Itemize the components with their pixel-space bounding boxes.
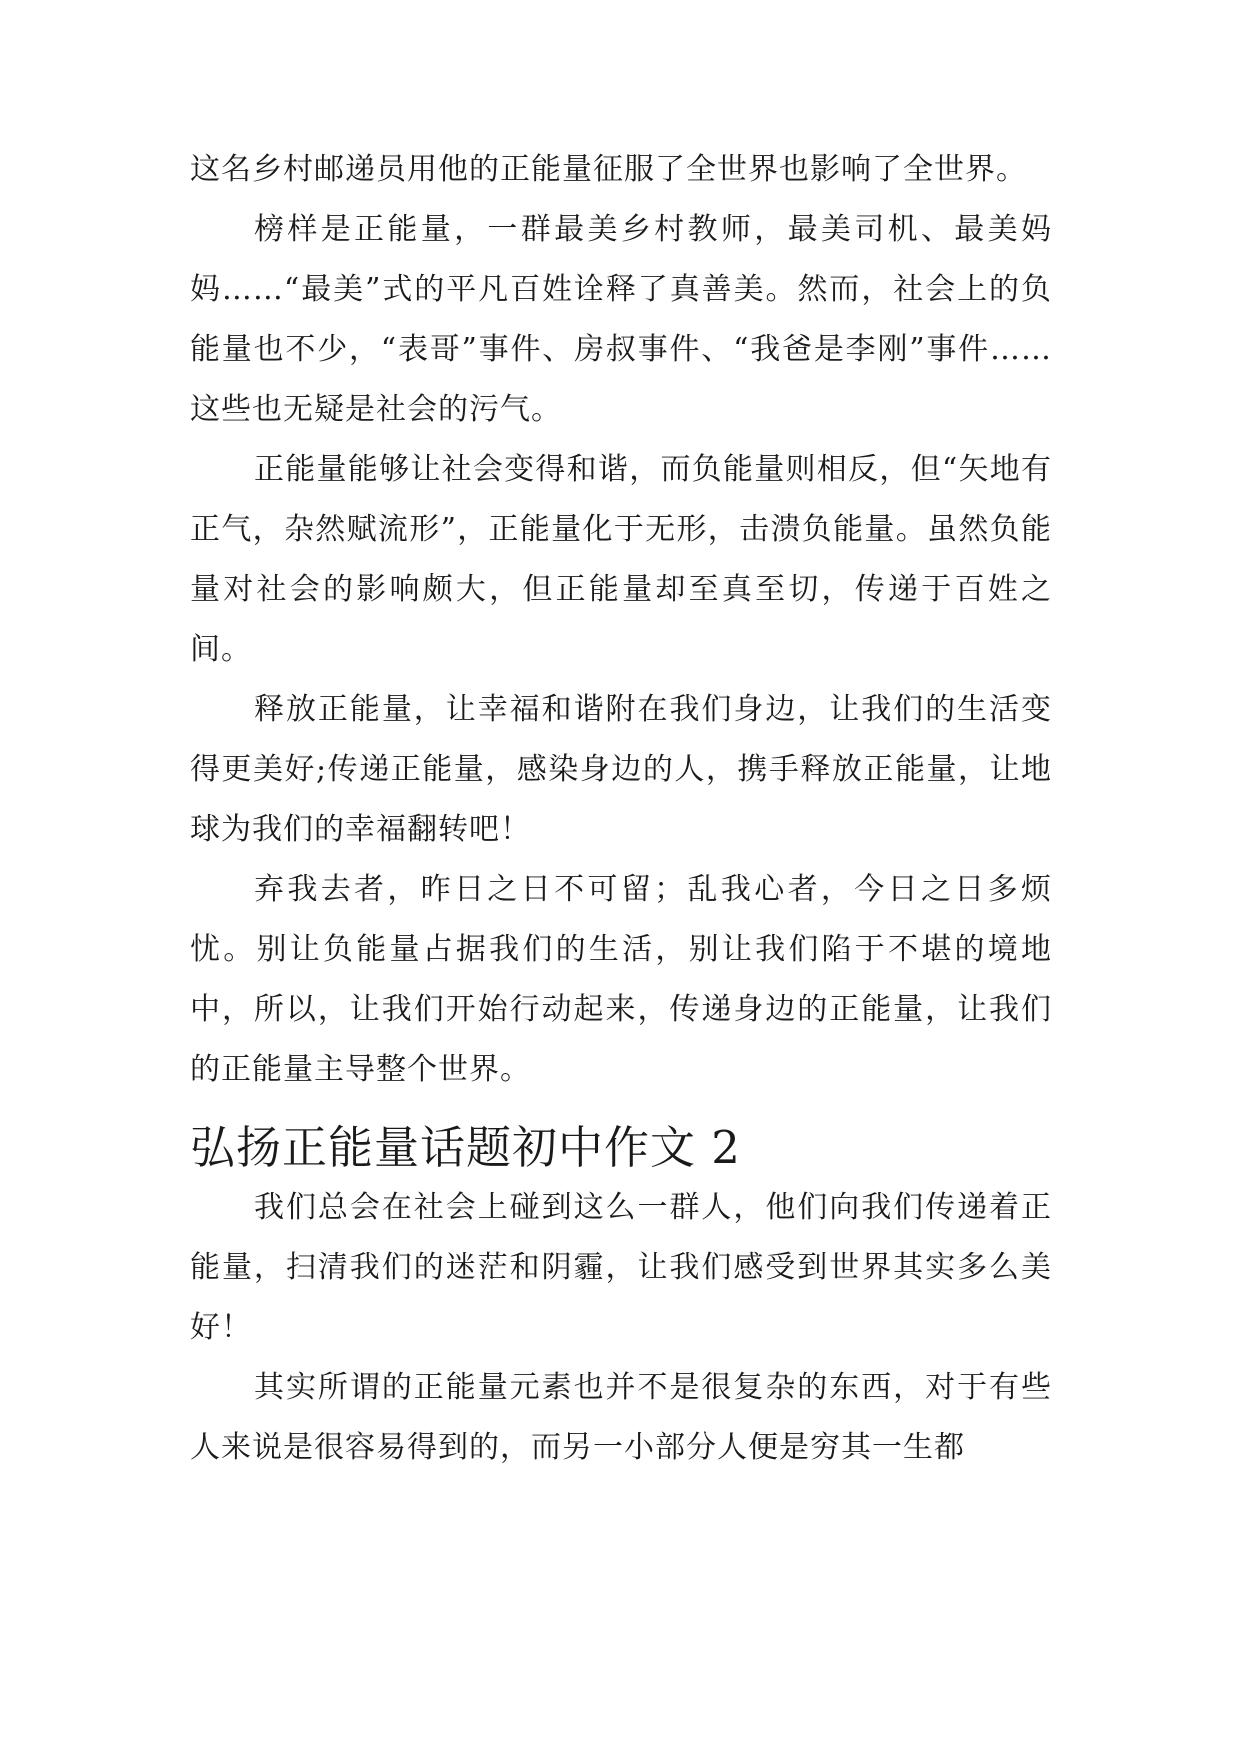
paragraph: 正能量能够让社会变得和谐，而负能量则相反，但“矢地有正气，杂然赋流形”，正能量化于无形，击溃负能量。虽然负能量对社会的影响颇大，但正能量却至真至切，传递于百姓之间。: [190, 452, 1052, 667]
paragraph: 其实所谓的正能量元素也并不是很复杂的东西，对于有些人来说是很容易得到的，而另一小部分人便是穷其一生都: [190, 1370, 1052, 1465]
section-title: 弘扬正能量话题初中作文 2: [190, 1121, 741, 1174]
paragraph: 我们总会在社会上碰到这么一群人，他们向我们传递着正能量，扫清我们的迷茫和阴霾，让我们感受到世界其实多么美好！: [190, 1190, 1052, 1345]
paragraph-continuation: 这名乡村邮递员用他的正能量征服了全世界也影响了全世界。: [190, 152, 1027, 187]
paragraph: 榜样是正能量，一群最美乡村教师，最美司机、最美妈妈……“最美”式的平凡百姓诠释了真善美。然而，社会上的负能量也不少，“表哥”事件、房叔事件、“我爸是李刚”事件……这些也无疑是社会的污气。: [190, 212, 1052, 427]
essay-section-2: [190, 1118, 1052, 1478]
paragraph: 释放正能量，让幸福和谐附在我们身边，让我们的生活变得更美好;传递正能量，感染身边的人，携手释放正能量，让地球为我们的幸福翻转吧！: [190, 692, 1052, 847]
essay-section-1: [190, 140, 1052, 1100]
paragraph: 弃我去者，昨日之日不可留；乱我心者，今日之日多烦忧。别让负能量占据我们的生活，别让我们陷于不堪的境地中，所以，让我们开始行动起来，传递身边的正能量，让我们的正能量主导整个世界。: [190, 872, 1052, 1087]
